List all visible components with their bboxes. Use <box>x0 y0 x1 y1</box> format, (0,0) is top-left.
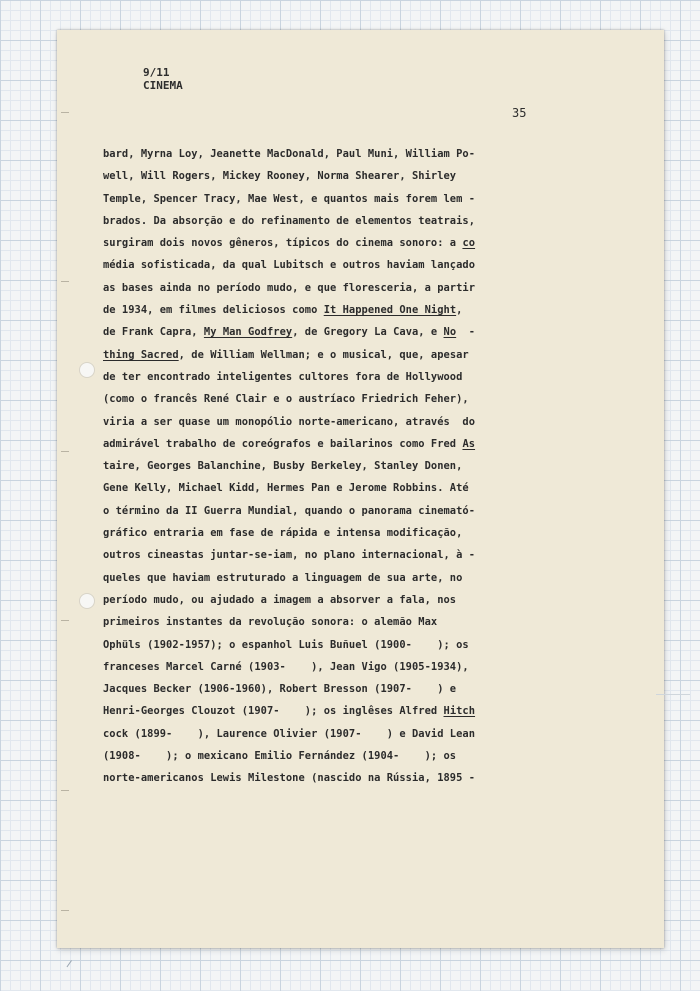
text-line: queles que haviam estruturado a linguagem de sua arte, no <box>103 571 463 584</box>
text-line: norte-americanos Lewis Milestone (nascido na Rússia, 1895 - <box>103 772 476 785</box>
text-line: período mudo, ou ajudado a imagem a absorver a fala, nos <box>103 593 457 606</box>
page-header <box>143 66 183 92</box>
margin-tick <box>61 112 69 113</box>
margin-tick <box>61 620 69 621</box>
text-line: o término da II Guerra Mundial, quando o panorama cinemató- <box>103 504 476 517</box>
grid-edge-mark <box>656 694 690 695</box>
text-line: (como o francês René Clair e o austríaco Friedrich Feher), <box>103 393 469 406</box>
text-line: well, Will Rogers, Mickey Rooney, Norma Shearer, Shirley <box>103 170 457 183</box>
text-line: taire, Georges Balanchine, Busby Berkeley, Stanley Donen, <box>103 460 463 473</box>
text-line: Jacques Becker (1906-1960), Robert Bresson (1907- ) e <box>103 683 457 696</box>
text-line: brados. Da absorção e do refinamento de elementos teatrais, <box>103 214 476 227</box>
punch-hole-top <box>79 362 95 378</box>
underlined-title: Hitch <box>443 705 476 718</box>
text-line: primeiros instantes da revolução sonora: o alemão Max <box>103 616 438 629</box>
text-line: admirável trabalho de coreógrafos e bailarinos como Fred As <box>103 437 476 450</box>
pencil-mark <box>67 960 79 972</box>
margin-tick <box>61 910 69 911</box>
text-line: thing Sacred, de William Wellman; e o musical, que, apesar <box>103 348 469 361</box>
header-section: CINEMA <box>143 79 183 92</box>
margin-tick <box>61 281 69 282</box>
text-line: viria a ser quase um monopólio norte-americano, através do <box>103 415 476 428</box>
punch-hole-bottom <box>79 593 95 609</box>
text-line: gráfico entraria em fase de rápida e intensa modificação, <box>103 527 463 540</box>
margin-tick <box>61 790 69 791</box>
body-text <box>103 143 663 790</box>
text-line: de ter encontrado inteligentes cultores fora de Hollywood <box>103 370 463 383</box>
text-line: de 1934, em filmes deliciosos como It Happened One Night, <box>103 304 463 317</box>
text-line: as bases ainda no período mudo, e que floresceria, a partir <box>103 281 476 294</box>
underlined-title: thing Sacred <box>103 348 179 361</box>
text-line: de Frank Capra, My Man Godfrey, de Gregory La Cava, e No - <box>103 326 476 339</box>
text-line: franceses Marcel Carné (1903- ), Jean Vigo (1905-1934), <box>103 660 469 673</box>
underlined-title: My Man Godfrey <box>203 326 293 339</box>
underlined-title: co <box>462 237 476 250</box>
margin-tick <box>61 451 69 452</box>
text-line: Gene Kelly, Michael Kidd, Hermes Pan e Jerome Robbins. Até <box>103 482 469 495</box>
text-line: Ophüls (1902-1957); o espanhol Luis Buñuel (1900- ); os <box>103 638 469 651</box>
header-date: 9/11 <box>143 66 170 79</box>
text-line: média sofisticada, da qual Lubitsch e outros haviam lançado <box>103 259 476 272</box>
text-line: Henri-Georges Clouzot (1907- ); os inglêses Alfred Hitch <box>103 705 476 718</box>
underlined-title: No <box>443 326 457 339</box>
text-line: (1908- ); o mexicano Emilio Fernández (1904- ); os <box>103 750 457 763</box>
text-line: bard, Myrna Loy, Jeanette MacDonald, Paul Muni, William Po- <box>103 148 476 160</box>
text-line: surgiram dois novos gêneros, típicos do cinema sonoro: a co <box>103 237 476 250</box>
typewritten-page <box>57 30 664 948</box>
text-line: cock (1899- ), Laurence Olivier (1907- ) e David Lean <box>103 727 476 740</box>
underlined-title: As <box>462 437 476 450</box>
page-number: 35 <box>512 106 527 120</box>
text-line: outros cineastas juntar-se-iam, no plano internacional, à - <box>103 549 476 562</box>
text-line: Temple, Spencer Tracy, Mae West, e quantos mais forem lem - <box>103 192 476 205</box>
underlined-title: It Happened One Night <box>323 304 457 317</box>
